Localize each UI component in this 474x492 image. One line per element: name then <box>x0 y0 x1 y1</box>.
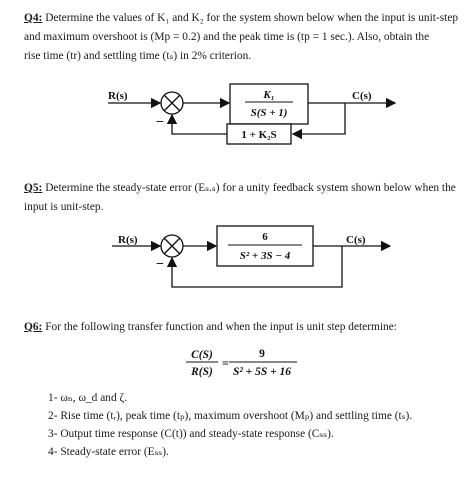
q4-line2: and maximum overshoot is (Mp = 0.2) and the peak time is (tp = 1 sec.). Also, obtain the <box>24 31 430 43</box>
q5-forward-num: 6 <box>262 231 268 243</box>
q6-item-4: 4- Steady-state error (Eₛₛ). <box>48 446 169 458</box>
q6-item-2: 2- Rise time (tᵣ), peak time (tₚ), maximum overshoot (Mₚ) and settling time (tₛ). <box>48 410 413 422</box>
q4-line3: rise time (tr) and settling time (tₛ) in 2% criterion. <box>24 50 252 62</box>
q5-line2: input is unit-step. <box>24 201 104 213</box>
q4-forward-den: S(S + 1) <box>250 107 288 119</box>
q6-lhs-den: R(S) <box>191 366 213 378</box>
q6-line1-text: For the following transfer function and when the input is unit step determine: <box>42 321 397 333</box>
q4-line1-text: Determine the values of K₁ and K₂ for the system shown below when the input is unit-step <box>42 12 459 24</box>
q6-equals: = <box>222 356 229 370</box>
q5-line1-text: Determine the steady-state error (Eₛ.ₛ) for a unity feedback system shown below when the <box>42 182 456 194</box>
q4-input-label: R(s) <box>108 90 128 102</box>
q5-forward-den: S² + 3S − 4 <box>239 250 291 262</box>
q6-item-3: 3- Output time response (C(t)) and steady-state response (Cₛₛ). <box>48 428 334 440</box>
q4-output-label: C(s) <box>352 90 372 102</box>
q5-label: Q5: <box>24 182 43 194</box>
q5-minus-sign: − <box>156 257 164 272</box>
q6-rhs-num: 9 <box>259 348 265 360</box>
q4-minus-sign: − <box>156 115 164 130</box>
q5-output-label: C(s) <box>346 234 366 246</box>
q6-lhs-num: C(S) <box>191 349 213 361</box>
q4-label: Q4: <box>24 12 43 24</box>
q6-list <box>48 389 412 461</box>
q6-rhs-den: S² + 5S + 16 <box>232 366 292 378</box>
q4-forward-num: K₁ <box>263 89 275 101</box>
q4-feedback-text: 1 + K₂S <box>241 129 277 141</box>
q6-item-1: 1- ωₙ, ω_d and ζ. <box>48 392 128 404</box>
q6-label: Q6: <box>24 321 43 333</box>
q5-input-label: R(s) <box>118 234 138 246</box>
